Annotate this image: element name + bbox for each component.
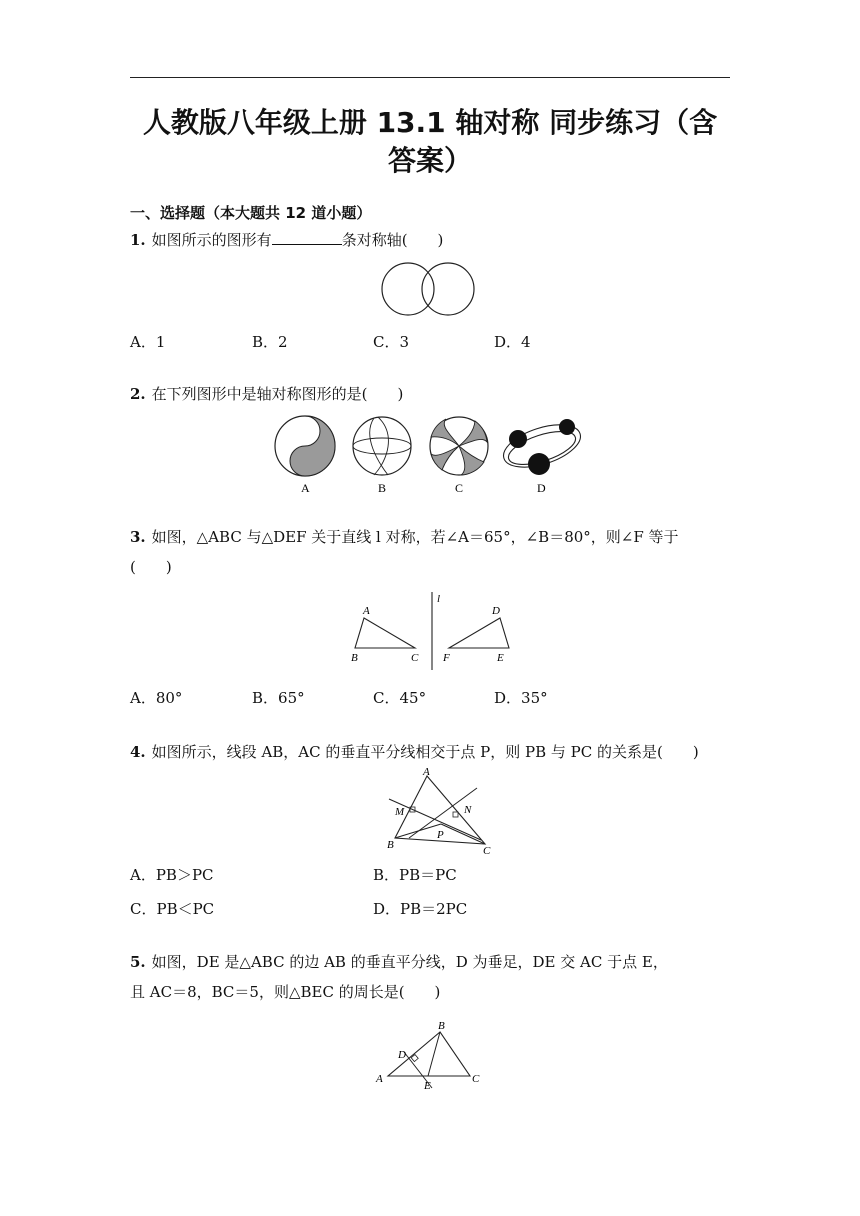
- figure-perpendicular-bisectors: [385, 766, 505, 856]
- label-C: C: [411, 652, 419, 664]
- question-number: 5.: [130, 953, 146, 971]
- label-N: N: [464, 804, 472, 816]
- question-number: 1.: [130, 231, 146, 249]
- label-D: D: [492, 605, 500, 617]
- label-E: E: [424, 1080, 431, 1092]
- shape-d: [498, 417, 585, 476]
- label-d: D: [537, 481, 546, 495]
- shape-c: [430, 417, 488, 475]
- label-A: A: [363, 605, 370, 617]
- figure-four-shapes: [270, 412, 590, 497]
- label-M: M: [395, 806, 405, 818]
- answer-blank: [272, 230, 342, 245]
- question-text-2: 且 AC＝8，BC＝5，则△BEC 的周长是( ): [130, 983, 441, 1001]
- section-heading: 一、选择题（本大题共 12 道小题）: [130, 204, 372, 222]
- left-circle: [382, 263, 434, 315]
- question-text: 如图所示的图形有: [151, 231, 272, 249]
- label-a: A: [301, 481, 310, 495]
- question-text: 如图所示，线段 AB，AC 的垂直平分线相交于点 P，则 PB 与 PC 的关系是( ): [151, 743, 699, 761]
- triangle-def: [449, 618, 509, 648]
- label-B: B: [351, 652, 358, 664]
- question-5: [130, 947, 734, 1007]
- option-b[interactable]: B．2: [252, 333, 288, 351]
- triangle-abc: [355, 618, 415, 648]
- question-number: 3.: [130, 528, 146, 546]
- document-title: [130, 104, 730, 180]
- option-b[interactable]: B．65°: [252, 689, 305, 707]
- title-line-2: 答案）: [387, 144, 472, 177]
- label-c: C: [455, 481, 464, 495]
- header-rule: [130, 77, 730, 78]
- label-A: A: [376, 1073, 383, 1085]
- shape-b: [353, 417, 411, 475]
- figure-mirror-triangles: [345, 592, 525, 670]
- right-circle: [422, 263, 474, 315]
- option-d[interactable]: D．35°: [494, 689, 548, 707]
- question-text: 如图，△ABC 与△DEF 关于直线 l 对称，若∠A＝65°，∠B＝80°，则∠F 等于: [151, 528, 679, 546]
- option-c[interactable]: C．3: [373, 333, 410, 351]
- label-C: C: [472, 1073, 480, 1085]
- figure-triangle-bisector: [372, 1018, 492, 1093]
- label-D: D: [398, 1049, 406, 1061]
- option-d[interactable]: D．PB＝2PC: [373, 900, 468, 918]
- label-B: B: [438, 1020, 445, 1032]
- question-text-2: ( ): [130, 558, 172, 576]
- question-3: [130, 522, 734, 582]
- option-c[interactable]: C．45°: [373, 689, 427, 707]
- label-F: F: [443, 652, 450, 664]
- question-text: 如图，DE 是△ABC 的边 AB 的垂直平分线，D 为垂足，DE 交 AC 于点 E，: [151, 953, 668, 971]
- option-d[interactable]: D．4: [494, 333, 531, 351]
- segment-be: [428, 1032, 440, 1076]
- question-text: 在下列图形中是轴对称图形的是( ): [151, 385, 404, 403]
- label-A: A: [423, 766, 430, 778]
- question-1: [130, 225, 734, 255]
- label-C: C: [483, 845, 491, 857]
- label-E: E: [497, 652, 504, 664]
- option-a[interactable]: A．1: [130, 333, 166, 351]
- option-a[interactable]: A．PB＞PC: [130, 866, 214, 884]
- question-4: [130, 737, 734, 767]
- shape-a: [275, 416, 335, 476]
- option-c[interactable]: C．PB＜PC: [130, 900, 215, 918]
- question-number: 4.: [130, 743, 146, 761]
- option-a[interactable]: A．80°: [130, 689, 183, 707]
- label-P: P: [437, 829, 444, 841]
- label-B: B: [387, 839, 394, 851]
- question-number: 2.: [130, 385, 146, 403]
- question-text-end: 条对称轴( ): [341, 231, 444, 249]
- label-b: B: [378, 481, 387, 495]
- figure-two-circles: [380, 260, 480, 320]
- question-2: [130, 379, 734, 409]
- label-l: l: [437, 593, 441, 605]
- option-b[interactable]: B．PB＝PC: [373, 866, 457, 884]
- title-line-1: 人教版八年级上册 13.1 轴对称 同步练习（含: [142, 106, 718, 139]
- segment-pb: [395, 824, 441, 838]
